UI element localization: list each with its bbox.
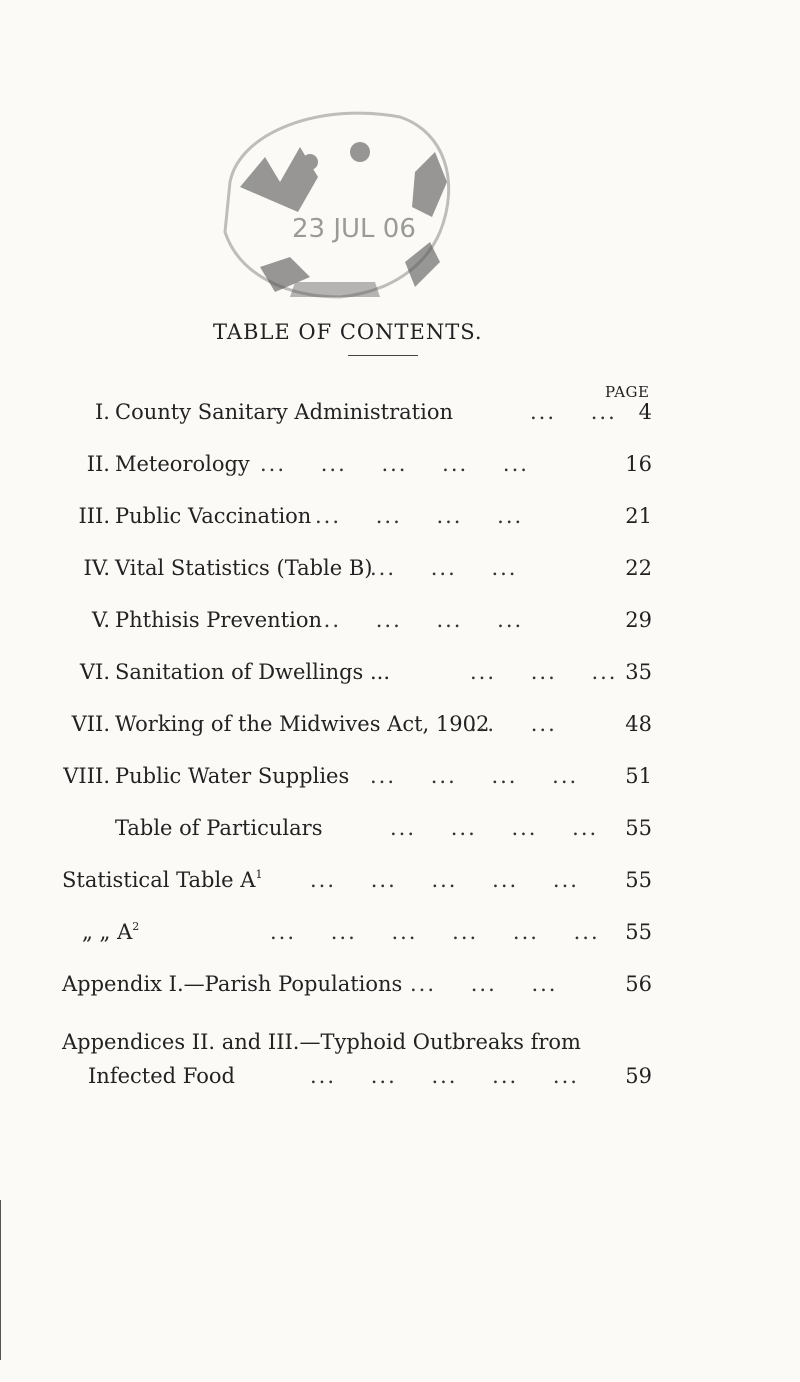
section-number: VII. — [71, 712, 110, 736]
toc-entry — [0, 764, 800, 798]
page-number: 35 — [625, 660, 652, 684]
page-number: 48 — [625, 712, 652, 736]
section-number: VIII. — [63, 764, 110, 788]
leader-dots: ... ... ... ... — [315, 608, 524, 632]
page-number: 4 — [638, 400, 652, 424]
section-title: Phthisis Prevention — [115, 608, 323, 632]
section-title: Appendices II. and III.—Typhoid Outbreaks from — [62, 1030, 581, 1054]
section-title: Appendix I.—Parish Populations — [62, 972, 403, 996]
page-number: 22 — [625, 556, 652, 580]
page-number: 55 — [625, 920, 652, 944]
section-number: V. — [91, 608, 110, 632]
leader-dots: ... ... ... ... ... — [260, 452, 529, 476]
section-title: Working of the Midwives Act, 1902 — [115, 712, 490, 736]
leader-dots: ... ... ... — [370, 556, 518, 580]
section-title: County Sanitary Administration — [115, 400, 453, 424]
leader-dots: ... ... ... ... — [370, 764, 579, 788]
leader-dots: ... ... ... — [410, 972, 558, 996]
leader-dots: ... ... ... ... — [315, 504, 524, 528]
superscript: 1 — [255, 868, 263, 881]
section-title: Public Vaccination — [115, 504, 312, 528]
toc-entry — [0, 400, 800, 434]
page-number: 21 — [625, 504, 652, 528]
superscript: 2 — [132, 920, 140, 933]
section-number: VI. — [79, 660, 110, 684]
page-number: 51 — [625, 764, 652, 788]
toc-entry — [0, 660, 800, 694]
toc-entry — [0, 556, 800, 590]
toc-entry — [0, 972, 800, 1006]
title-divider — [348, 355, 418, 356]
library-stamp — [200, 92, 470, 307]
toc-entry — [0, 608, 800, 642]
section-title: „ „ $A^2$ — [82, 920, 140, 944]
section-title: Meteorology — [115, 452, 250, 476]
page-number: 16 — [625, 452, 652, 476]
toc-entry — [0, 816, 800, 850]
toc-entry — [0, 712, 800, 746]
page-column-heading: PAGE — [605, 383, 650, 401]
leader-dots: ... ... ... ... ... — [310, 1064, 579, 1088]
page-number: 55 — [625, 816, 652, 840]
page-edge — [0, 1200, 1, 1360]
page-number: 29 — [625, 608, 652, 632]
section-number: I. — [95, 400, 110, 424]
section-title: Statistical Table $A^1$ — [62, 868, 263, 892]
leader-dots: ... ... — [470, 712, 557, 736]
section-title: Infected Food — [88, 1064, 235, 1088]
toc-entry — [0, 504, 800, 538]
section-title: Vital Statistics (Table B) — [115, 556, 373, 580]
section-number: II. — [86, 452, 110, 476]
toc-entry — [0, 1064, 800, 1098]
page-title: TABLE OF CONTENTS. — [213, 320, 483, 344]
stamp-date: 23 JUL 06 — [292, 214, 416, 244]
page-number: 55 — [625, 868, 652, 892]
leader-dots: ... ... ... ... — [390, 816, 599, 840]
page-number: 59 — [625, 1064, 652, 1088]
toc-entry — [0, 868, 800, 902]
section-number: IV. — [83, 556, 110, 580]
leader-dots: ... ... ... ... ... ... — [270, 920, 600, 944]
toc-entry — [0, 1030, 800, 1064]
section-title: Public Water Supplies — [115, 764, 350, 788]
page-number: 56 — [625, 972, 652, 996]
section-title: Sanitation of Dwellings ... — [115, 660, 391, 684]
toc-entry — [0, 920, 800, 954]
toc-entry — [0, 452, 800, 486]
section-title: Table of Particulars — [115, 816, 323, 840]
section-number: III. — [78, 504, 110, 528]
leader-dots: ... ... ... ... ... — [310, 868, 579, 892]
leader-dots: ... ... — [530, 400, 617, 424]
leader-dots: ... ... ... — [470, 660, 618, 684]
